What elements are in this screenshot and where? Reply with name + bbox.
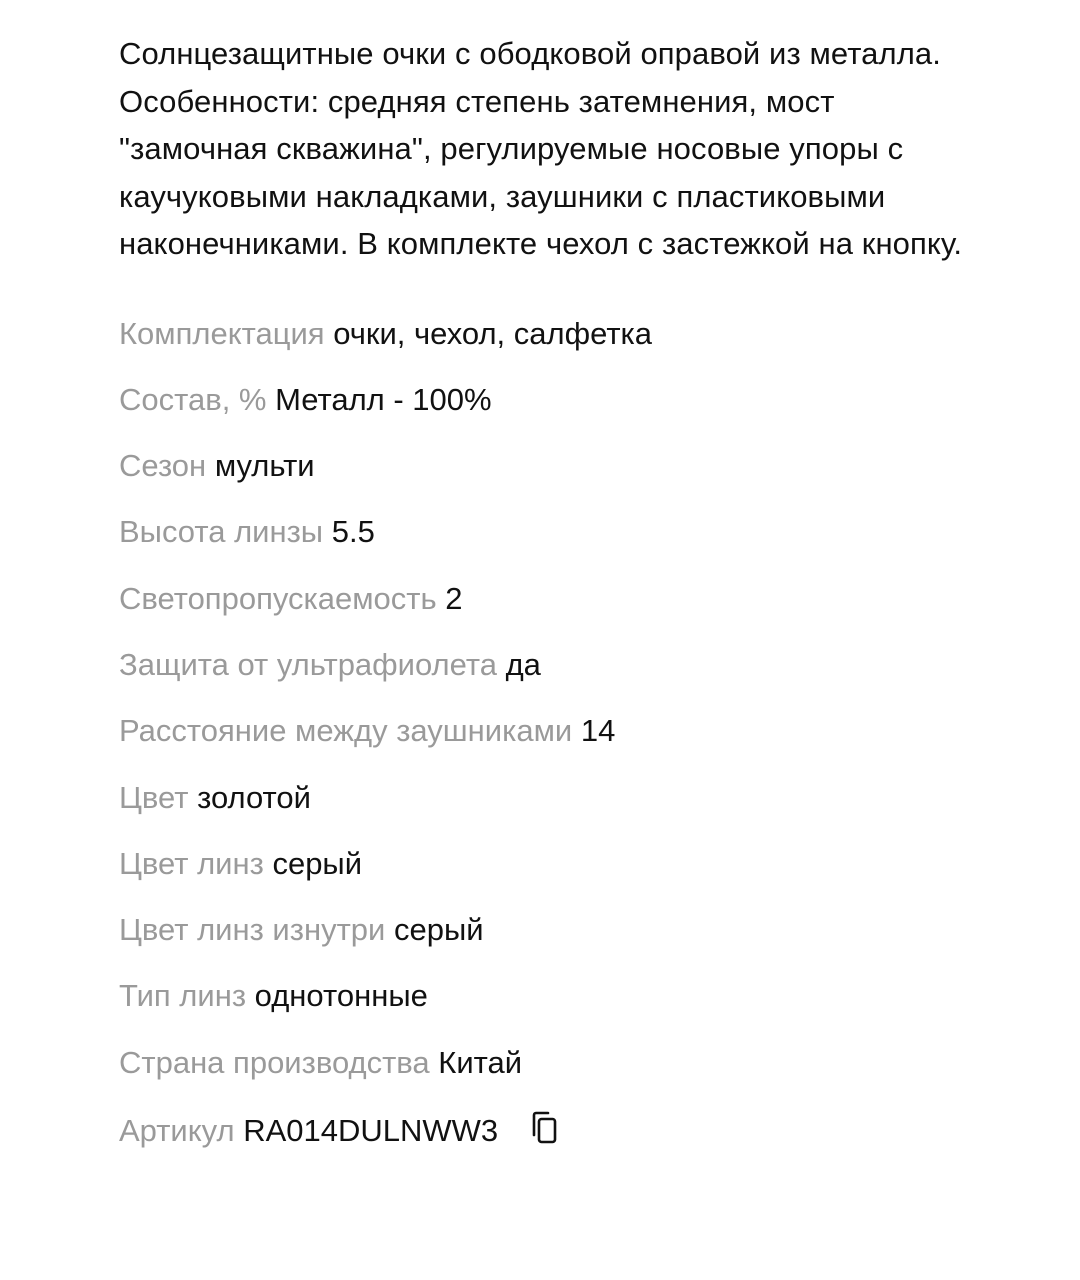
attr-label: Тип линз — [119, 978, 247, 1014]
attr-value: 5.5 — [331, 514, 375, 550]
attr-value: однотонные — [254, 978, 428, 1014]
attr-label: Расстояние между заушниками — [119, 713, 573, 749]
attr-row-komplektatsiya — [119, 316, 979, 382]
attr-label: Высота линзы — [119, 514, 324, 550]
attr-row-rasstoyanie — [119, 713, 979, 779]
attr-row-vysota-linzy — [119, 514, 979, 580]
attr-row-artikul — [119, 1111, 979, 1177]
copy-icon[interactable] — [529, 1111, 559, 1145]
attr-label: Состав, % — [119, 381, 267, 417]
attr-label: Артикул — [119, 1113, 235, 1149]
attr-row-tsvet-linz-iznutri — [119, 912, 979, 978]
attr-value: Китай — [438, 1044, 523, 1080]
attr-row-sostav — [119, 382, 979, 448]
attr-value: 2 — [445, 580, 463, 616]
attr-row-strana — [119, 1045, 979, 1111]
product-description: Солнцезащитные очки с ободковой оправой из металла. Особенности: средняя степень затемнения, мост "замочная скважина", регулируемые носовые упоры с каучуковыми накладками, заушники с пластиковыми наконечниками. В комплекте чехол с застежкой на кнопку. — [119, 36, 963, 261]
attr-label: Комплектация — [119, 315, 325, 351]
attr-value: 14 — [580, 713, 616, 749]
attr-label: Страна производства — [119, 1044, 430, 1080]
attributes-list — [119, 316, 979, 1178]
attr-label: Цвет линз — [119, 845, 264, 881]
attr-row-uv-zashchita — [119, 647, 979, 713]
attr-row-sezon — [119, 448, 979, 514]
attr-row-tsvet-linz — [119, 846, 979, 912]
attr-value: золотой — [197, 779, 311, 815]
attr-label: Защита от ультрафиолета — [119, 646, 497, 682]
attr-value: серый — [272, 845, 363, 881]
attr-label: Сезон — [119, 448, 207, 484]
attr-value: да — [505, 646, 541, 682]
attr-value: мульти — [214, 448, 315, 484]
product-details — [119, 30, 979, 1177]
attr-label: Светопропускаемость — [119, 580, 437, 616]
article-number[interactable]: RA014DULNWW3 — [243, 1113, 499, 1149]
attr-row-tip-linz — [119, 978, 979, 1044]
attr-value: Металл - 100% — [275, 381, 492, 417]
attr-label: Цвет линз изнутри — [119, 912, 386, 948]
attr-row-tsvet — [119, 780, 979, 846]
attr-value: очки, чехол, салфетка — [333, 315, 652, 351]
attr-label: Цвет — [119, 779, 189, 815]
attr-row-svetopropuskaemost — [119, 581, 979, 647]
attr-value: серый — [393, 912, 484, 948]
